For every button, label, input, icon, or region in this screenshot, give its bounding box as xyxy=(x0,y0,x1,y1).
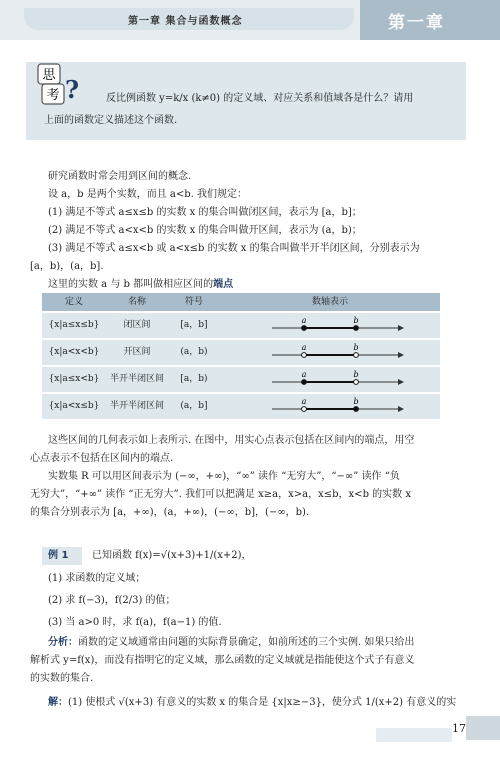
cell-definition: {x|a<x<b} xyxy=(48,347,100,357)
endpoint-filled xyxy=(302,326,307,331)
paragraph: 设 a，b 是两个实数，而且 a<b. 我们规定： xyxy=(48,189,247,200)
footer-tab xyxy=(466,716,500,740)
table-header-cell: 名称 xyxy=(127,297,146,307)
table-row xyxy=(42,367,440,392)
table-row xyxy=(42,313,440,338)
cell-definition: {x|a≤x≤b} xyxy=(48,320,100,330)
paragraph: 无穷大”，“+∞” 读作 “正无穷大”. 我们可以把满足 x≥a，x>a，x≤b，x<b 的实数 x xyxy=(30,489,411,500)
table-header-cell: 数轴表示 xyxy=(311,297,348,307)
endpoint-label: b xyxy=(353,343,359,352)
cell-name: 半开半闭区间 xyxy=(109,401,164,411)
number-line-svg xyxy=(220,313,440,338)
think-icon xyxy=(36,62,80,110)
solution-text: (1) 使根式 √(x+3) 有意义的实数 x 的集合是 {x|x≥−3}，使分式 1/(x+2) 有意义的实 xyxy=(68,697,457,708)
paragraph: (3) 满足不等式 a≤x<b 或 a<x≤b 的实数 x 的集合叫做半开半闭区间，分别表示为 xyxy=(48,243,420,254)
endpoint-filled xyxy=(354,326,359,331)
cell-name: 半开半闭区间 xyxy=(109,374,164,384)
endpoint-label: a xyxy=(301,370,307,379)
endpoint-label: a xyxy=(301,343,307,352)
paragraph-text: 这里的实数 a 与 b 都叫做相应区间的 xyxy=(48,279,214,290)
number-line xyxy=(220,313,440,338)
solution-line xyxy=(48,694,456,712)
number-line xyxy=(220,367,440,392)
table-row xyxy=(42,340,440,365)
think-icon-char-2: 考 xyxy=(46,88,60,103)
number-line-svg xyxy=(220,394,440,419)
table-row xyxy=(42,394,440,419)
example-statement: 已知函数 f(x)=√(x+3)+1/(x+2)， xyxy=(92,550,252,561)
endpoint-label: a xyxy=(301,316,307,325)
footer-band xyxy=(376,728,452,742)
axis-arrow xyxy=(398,352,404,358)
analysis-line xyxy=(48,634,414,652)
cell-definition: {x|a≤x<b} xyxy=(48,374,100,384)
endpoint-filled xyxy=(302,380,307,385)
endpoint-open xyxy=(354,353,359,358)
endpoint-label: b xyxy=(353,397,359,406)
paragraph: 研究函数时常会用到区间的概念. xyxy=(48,171,192,182)
paragraph: 实数集 R 可以用区间表示为 (−∞，+∞)，“∞” 读作 “无穷大”，“−∞” 读作 “负 xyxy=(48,471,400,482)
think-question-line-2: 上面的函数定义描述这个函数. xyxy=(44,115,178,126)
example-question: (1) 求函数的定义域； xyxy=(48,573,146,584)
cell-definition: {x|a<x≤b} xyxy=(48,401,100,411)
table-header-cell: 符号 xyxy=(184,297,203,307)
cell-name: 开区间 xyxy=(123,347,151,357)
endpoint-open xyxy=(302,353,307,358)
example-label: 例 1 xyxy=(48,550,69,561)
solution-label: 解： xyxy=(48,697,68,708)
analysis-line: 的实数的集合. xyxy=(30,673,94,684)
paragraph: 心点表示不包括在区间内的端点. xyxy=(30,453,174,464)
keyword-endpoint: 端点 xyxy=(213,279,234,290)
analysis-line: 解析式 y=f(x)，而没有指明它的定义域，那么函数的定义域就是指能使这个式子有意义 xyxy=(30,655,415,666)
table-header xyxy=(42,293,440,311)
cell-symbol: (a，b) xyxy=(180,347,208,357)
paragraph: 这些区间的几何表示如上表所示. 在图中，用实心点表示包括在区间内的端点，用空 xyxy=(48,435,415,446)
analysis-label: 分析： xyxy=(48,637,78,648)
chapter-tab-label: 第一章 xyxy=(388,13,445,33)
svg-text:?: ? xyxy=(64,75,80,104)
example-question: (2) 求 f(−3)，f(2/3) 的值； xyxy=(48,595,176,606)
axis-arrow xyxy=(398,379,404,385)
analysis-text: 函数的定义域通常由问题的实际背景确定，如前所述的三个实例. 如果只给出 xyxy=(78,637,415,648)
think-question-line-1: 反比例函数 y=k/x (k≠0) 的定义域、对应关系和值域各是什么？请用 xyxy=(106,93,414,104)
endpoint-label: a xyxy=(301,397,307,406)
cell-symbol: [a，b] xyxy=(180,320,208,330)
number-line-svg xyxy=(220,340,440,365)
number-line xyxy=(220,340,440,365)
paragraph xyxy=(48,276,233,294)
paragraph: 的集合分别表示为 [a，+∞)，(a，+∞)，(−∞，b]，(−∞，b). xyxy=(30,507,310,518)
number-line xyxy=(220,394,440,419)
table-header-cell: 定义 xyxy=(64,297,83,307)
paragraph: [a，b)，(a，b]. xyxy=(30,261,104,272)
endpoint-filled xyxy=(354,407,359,412)
cell-symbol: [a，b) xyxy=(180,374,208,384)
endpoint-label: b xyxy=(353,316,359,325)
page-number: 17 xyxy=(452,722,466,735)
example-question: (3) 当 a>0 时，求 f(a)，f(a−1) 的值. xyxy=(48,617,222,628)
paragraph: (1) 满足不等式 a≤x≤b 的实数 x 的集合叫做闭区间，表示为 [a，b]； xyxy=(48,207,362,218)
number-line-svg xyxy=(220,367,440,392)
axis-arrow xyxy=(398,325,404,331)
paragraph: (2) 满足不等式 a<x<b 的实数 x 的集合叫做开区间，表示为 (a，b)； xyxy=(48,225,362,236)
axis-arrow xyxy=(398,406,404,412)
endpoint-open xyxy=(302,407,307,412)
interval-table xyxy=(42,293,440,419)
cell-name: 闭区间 xyxy=(123,320,151,330)
endpoint-open xyxy=(354,380,359,385)
cell-symbol: (a，b] xyxy=(180,401,208,411)
think-icon-char-1: 思 xyxy=(42,68,56,83)
endpoint-label: b xyxy=(353,370,359,379)
running-title: 第一章 集合与函数概念 xyxy=(128,16,243,27)
